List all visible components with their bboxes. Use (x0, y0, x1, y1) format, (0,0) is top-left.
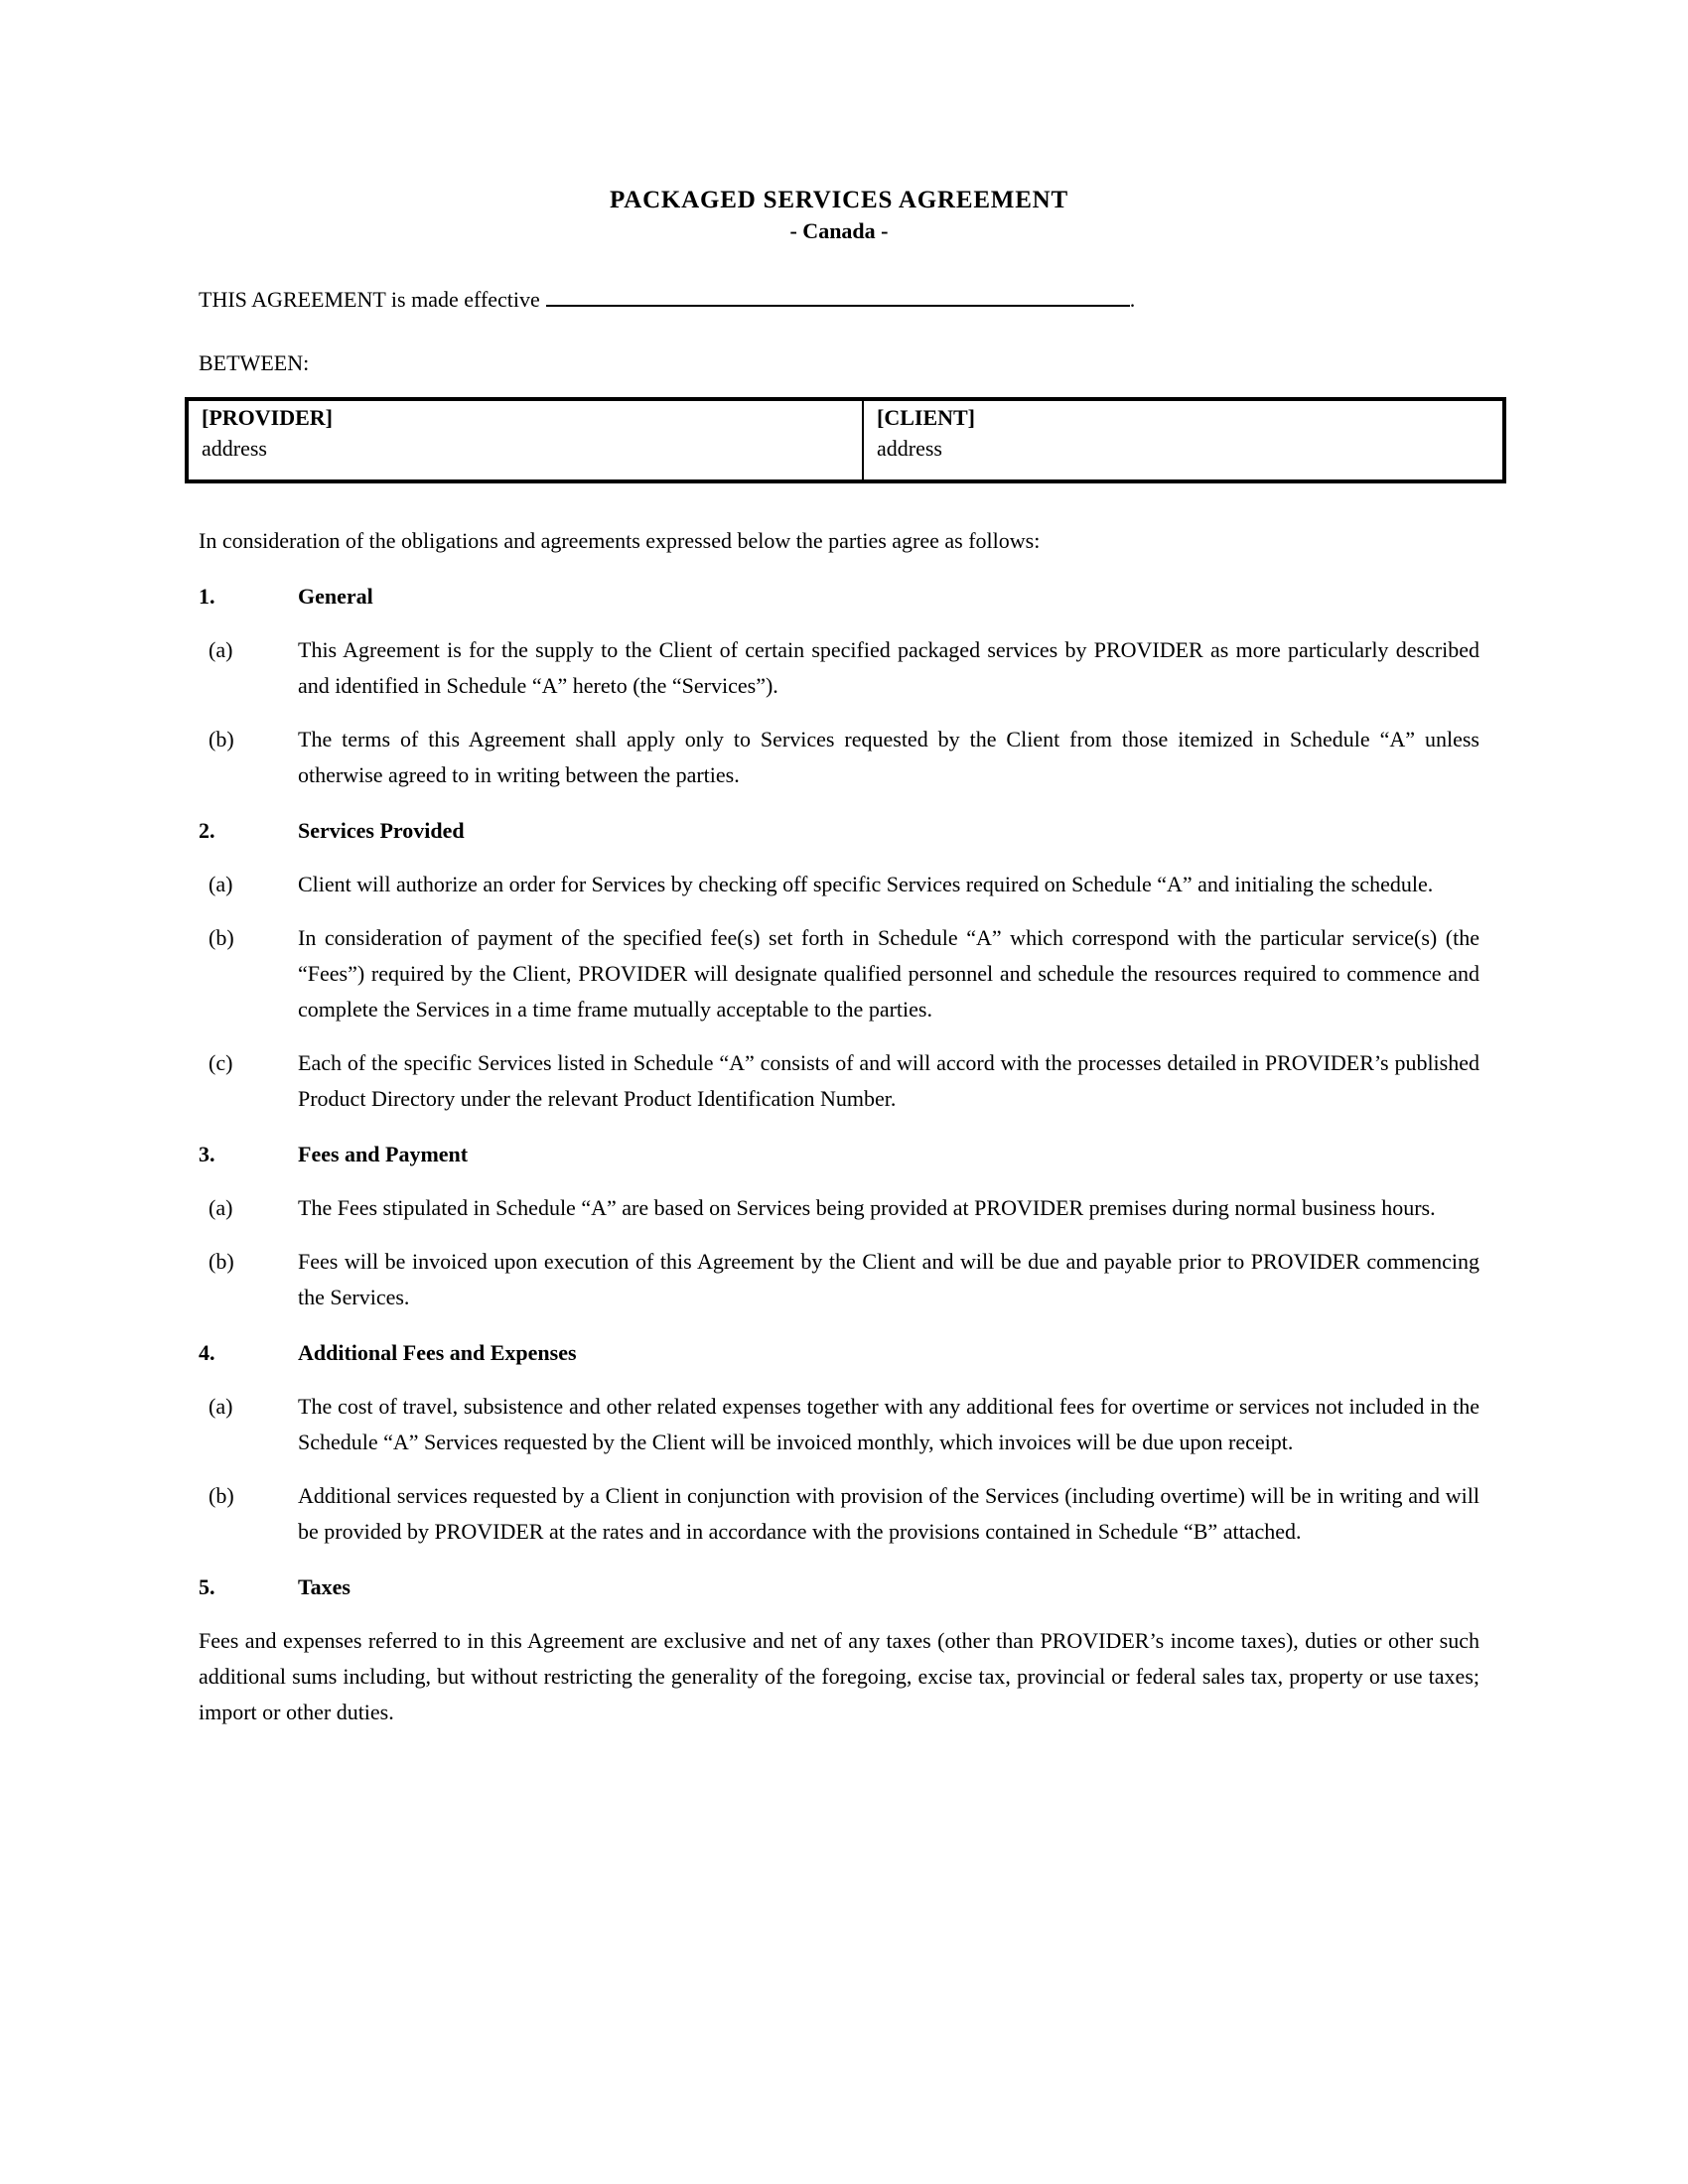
clause-text: The Fees stipulated in Schedule “A” are based on Services being provided at PROVIDER premises during normal business hours. (298, 1195, 1436, 1220)
clause-4a (199, 1389, 1479, 1460)
effective-date-period: . (1129, 287, 1136, 312)
clause-text: Additional services requested by a Client in conjunction with provision of the Services (including overtime) will be in writing and will be provided by PROVIDER at the rates and in accordance with the provisions contained in Schedule “B” attached. (298, 1483, 1479, 1544)
section-number: 1. (199, 584, 215, 609)
clause-label: (b) (209, 925, 234, 950)
clause-4b (199, 1478, 1479, 1550)
section-title: Additional Fees and Expenses (298, 1340, 577, 1365)
clause-1a (199, 632, 1479, 704)
provider-cell (189, 401, 862, 479)
section-number: 5. (199, 1574, 215, 1599)
clause-label: (a) (209, 872, 233, 896)
clause-text: The cost of travel, subsistence and other related expenses together with any additional fees for overtime or services not included in the Schedule “A” Services requested by the Client will be invoiced monthly, which invoices will be due upon receipt. (298, 1394, 1479, 1454)
clause-label: (c) (209, 1050, 233, 1075)
effective-date-blank (546, 305, 1130, 307)
clause-3b (199, 1244, 1479, 1315)
between-label: BETWEEN: (199, 350, 310, 375)
section-3-heading (199, 1137, 1479, 1172)
clause-text: The terms of this Agreement shall apply only to Services requested by the Client from those itemized in Schedule “A” unless otherwise agreed to in writing between the parties. (298, 727, 1479, 787)
section-4-heading (199, 1335, 1479, 1371)
clause-text: Fees will be invoiced upon execution of this Agreement by the Client and will be due and payable prior to PROVIDER commencing the Services. (298, 1249, 1479, 1309)
clause-1b (199, 722, 1479, 793)
section-5-heading (199, 1570, 1479, 1605)
client-address: address (877, 436, 942, 461)
clause-label: (b) (209, 727, 234, 751)
parties-table (185, 397, 1506, 483)
document-subtitle: - Canada - (789, 218, 889, 243)
clause-label: (b) (209, 1483, 234, 1508)
clause-text: In consideration of payment of the specified fee(s) set forth in Schedule “A” which correspond with the particular service(s) (the “Fees”) required by the Client, PROVIDER will designate qualified personnel and schedule the resources required to commence and complete the Services in a time frame mutually acceptable to the parties. (298, 925, 1479, 1022)
client-cell (862, 401, 1502, 479)
section-number: 3. (199, 1142, 215, 1166)
section-title: Fees and Payment (298, 1142, 469, 1166)
consideration-clause: In consideration of the obligations and agreements expressed below the parties agree as follows: (199, 528, 1041, 553)
clause-label: (a) (209, 1394, 233, 1419)
section-number: 2. (199, 818, 215, 843)
effective-date-text: THIS AGREEMENT is made effective (199, 287, 540, 312)
clause-label: (b) (209, 1249, 234, 1274)
section-title: Services Provided (298, 818, 465, 843)
effective-date-line (199, 282, 1479, 318)
provider-name: [PROVIDER] (202, 405, 333, 430)
section-1-heading (199, 579, 1479, 614)
clause-label: (a) (209, 637, 233, 662)
clause-3a (199, 1190, 1479, 1226)
provider-address: address (202, 436, 267, 461)
clause-5: Fees and expenses referred to in this Agreement are exclusive and net of any taxes (other than PROVIDER’s income taxes), duties or other such additional sums including, but without restricting the generality of the foregoing, excise tax, provincial or federal sales tax, property or use taxes; import or other duties. (199, 1628, 1479, 1724)
section-title: General (298, 584, 373, 609)
clause-text: This Agreement is for the supply to the Client of certain specified packaged services by PROVIDER as more particularly described and identified in Schedule “A” hereto (the “Services”). (298, 637, 1479, 698)
section-2-heading (199, 813, 1479, 849)
clause-label: (a) (209, 1195, 233, 1220)
clause-2a (199, 867, 1479, 902)
clause-2c (199, 1045, 1479, 1117)
clause-text: Client will authorize an order for Services by checking off specific Services required on Schedule “A” and initialing the schedule. (298, 872, 1434, 896)
section-number: 4. (199, 1340, 215, 1365)
document-title: PACKAGED SERVICES AGREEMENT (610, 187, 1068, 213)
clause-text: Each of the specific Services listed in Schedule “A” consists of and will accord with the processes detailed in PROVIDER’s published Product Directory under the relevant Product Identification Number. (298, 1050, 1479, 1111)
section-title: Taxes (298, 1574, 351, 1599)
client-name: [CLIENT] (877, 405, 976, 430)
clause-2b (199, 920, 1479, 1027)
